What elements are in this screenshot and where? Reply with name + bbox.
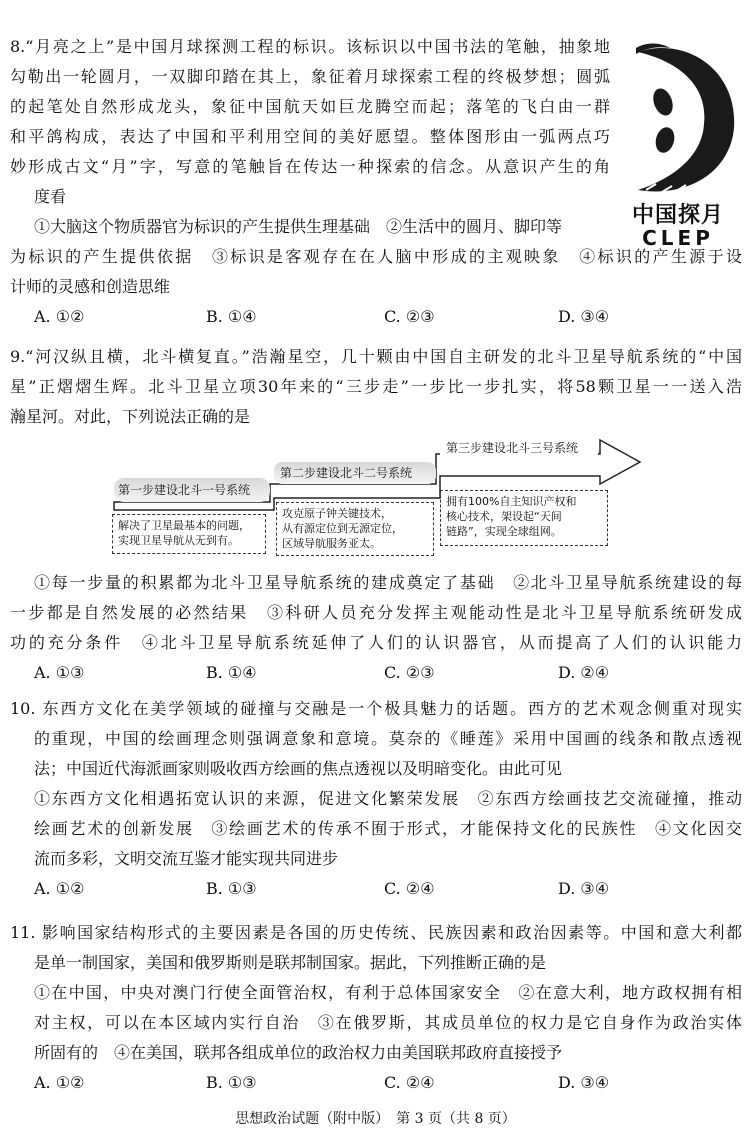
step-1-label: 第一步建设北斗一号系统 xyxy=(118,483,251,497)
option-d[interactable]: D. ③④ xyxy=(558,879,610,898)
q9-statements xyxy=(10,568,742,688)
q11-line: 是单一制国家，美国和俄罗斯则是联邦制国家。据此，下列推断正确的是 xyxy=(34,953,547,972)
q10-statement-line: 流而多彩，文明交流互鉴才能实现共同进步 xyxy=(34,849,339,868)
q9-line: 瀚星河。对此，下列说法正确的是 xyxy=(10,407,251,426)
logo-chinese-text: 中国探月 xyxy=(631,203,724,228)
q8-statement-line: ①大脑这个物质器官为标识的产生提供生理基础 ②生活中的圆月、脚印等 xyxy=(34,217,563,236)
q8-line: 度看 xyxy=(34,187,67,206)
q10-line: 法；中国近代海派画家则吸收西方绘画的焦点透视以及明暗变化。由此可见 xyxy=(34,759,563,778)
step-3-text: 拥有100%自主知识产权和 xyxy=(446,495,577,508)
q11-line: 11. 影响国家结构形式的主要因素是各国的历史传统、民族因素和政治因素等。中国和意大利都 xyxy=(10,923,742,942)
q8-statement-line: 计师的灵感和创造思维 xyxy=(10,277,171,296)
q9-statement-line: ①每一步量的积累都为北斗卫星导航系统的建成奠定了基础 ②北斗卫星导航系统建设的每 xyxy=(34,573,742,592)
step-3-text: 链路”，实现全球组网。 xyxy=(446,525,562,538)
option-c[interactable]: C. ②④ xyxy=(384,879,435,898)
option-c[interactable]: C. ②③ xyxy=(384,307,435,326)
step-2-label: 第二步建设北斗二号系统 xyxy=(280,466,413,480)
step-1-text: 实现卫星导航从无到有。 xyxy=(118,534,239,547)
q9-line: 9.“河汉纵且横，北斗横复直。”浩瀚星空，几十颗由中国自主研发的北斗卫星导航系统的“中国 xyxy=(10,347,742,366)
step-2-box xyxy=(276,502,434,556)
q8-statement-line: 为标识的产生提供依据 ③标识是客观存在在人脑中形成的主观映象 ④标识的产生源于设 xyxy=(10,247,742,266)
option-a[interactable]: A. ①② xyxy=(34,307,85,326)
logo-english-text: CLEP xyxy=(642,226,714,250)
question-11 xyxy=(10,918,742,1098)
step-1-text: 解决了卫星最基本的问题， xyxy=(118,519,250,532)
q11-statement-line: 所固有的 ④在美国，联邦各组成单位的政治权力由美国联邦政府直接授予 xyxy=(34,1043,563,1062)
option-c[interactable]: C. ②④ xyxy=(384,1073,435,1092)
q8-line: 妙形成古文“月”字，写意的笔触旨在传达一种探索的信念。从意识产生的角 xyxy=(10,157,610,176)
q10-line: 10. 东西方文化在美学领域的碰撞与交融是一个极具魅力的话题。西方的艺术观念侧重对现实 xyxy=(10,699,742,718)
q11-statement-line: ①在中国，中央对澳门行使全面管治权，有利于总体国家安全 ②在意大利，地方政权拥有相 xyxy=(34,983,742,1002)
q8-line: 勾勒出一轮圆月，一双脚印踏在其上，象征着月球探索工程的终极梦想；圆弧 xyxy=(10,67,610,86)
step-3-text: 核心技术，架设起“天间 xyxy=(446,510,562,523)
question-10 xyxy=(10,694,742,904)
option-a[interactable]: A. ①③ xyxy=(34,663,85,682)
q9-statement-line: 功的充分条件 ④北斗卫星导航系统延伸了人们的认识器官，从而提高了人们的认识能力 xyxy=(10,633,742,652)
option-a[interactable]: A. ①② xyxy=(34,1073,85,1092)
moon-logo-icon xyxy=(616,40,740,200)
q11-options xyxy=(10,1068,742,1098)
q9-statement-line: 一步都是自然发展的必然结果 ③科研人员充分发挥主观能动性是北斗卫星导航系统研发成 xyxy=(10,603,742,622)
question-8 xyxy=(10,32,610,212)
option-d[interactable]: D. ③④ xyxy=(558,307,610,326)
step-2-text: 从有源定位到无源定位， xyxy=(282,522,403,535)
option-b[interactable]: B. ①③ xyxy=(206,879,257,898)
option-c[interactable]: C. ②③ xyxy=(384,663,435,682)
option-a[interactable]: A. ①② xyxy=(34,879,85,898)
option-b[interactable]: B. ①③ xyxy=(206,1073,257,1092)
beidou-steps-diagram xyxy=(110,432,642,572)
clep-logo xyxy=(616,40,740,255)
page-footer: 思想政治试题（附中版） 第 3 页（共 8 页） xyxy=(235,1111,516,1127)
step-3-box xyxy=(440,490,608,546)
step-3-label: 第三步建设北斗三号系统 xyxy=(446,441,579,455)
option-d[interactable]: D. ②④ xyxy=(558,663,610,682)
option-b[interactable]: B. ①④ xyxy=(206,307,257,326)
q10-statement-line: ①东西方文化相遇拓宽认识的来源，促进文化繁荣发展 ②东西方绘画技艺交流碰撞，推动 xyxy=(34,789,742,808)
q11-statement-line: 对主权，可以在本区域内实行自治 ③在俄罗斯，其成员单位的权力是它自身作为政治实体 xyxy=(34,1013,742,1032)
q10-line: 的重现，中国的绘画理念则强调意象和意境。莫奈的《睡莲》采用中国画的线条和散点透视 xyxy=(34,729,742,748)
q9-options xyxy=(10,658,742,688)
q8-line: 的起笔处自然形成龙头，象征中国航天如巨龙腾空而起；落笔的飞白由一群 xyxy=(10,97,610,116)
option-b[interactable]: B. ①④ xyxy=(206,663,257,682)
q8-line: 和平鸽构成，表达了中国和平利用空间的美好愿望。整体图形由一弧两点巧 xyxy=(10,127,610,146)
q10-options xyxy=(10,874,742,904)
q9-line: 星”正熠熠生辉。北斗卫星立项30年来的“三步走”一步比一步扎实，将58颗卫星一一送入浩 xyxy=(10,377,742,396)
step-2-text: 攻克原子钟关键技术， xyxy=(282,507,392,520)
step-1-box xyxy=(112,514,266,554)
step-2-text: 区域导航服务亚太。 xyxy=(282,537,381,550)
q10-statement-line: 绘画艺术的创新发展 ③绘画艺术的传承不囿于形式，才能保持文化的民族性 ④文化因交 xyxy=(34,819,742,838)
q8-options xyxy=(10,302,742,332)
q8-line: 8.“月亮之上”是中国月球探测工程的标识。该标识以中国书法的笔触，抽象地 xyxy=(10,37,610,56)
question-9 xyxy=(10,342,742,432)
option-d[interactable]: D. ③④ xyxy=(558,1073,610,1092)
